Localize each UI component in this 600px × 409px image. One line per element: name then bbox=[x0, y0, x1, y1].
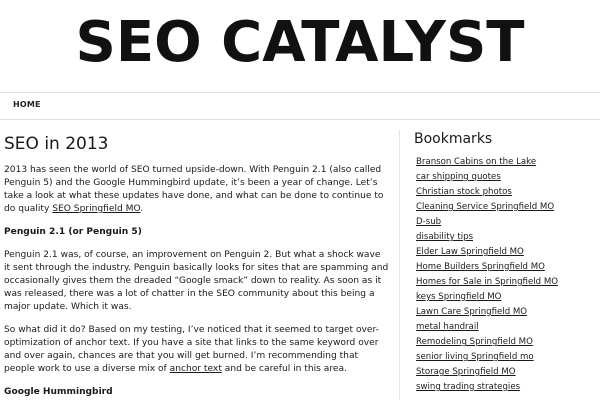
bookmark-link[interactable]: swing trading strategies bbox=[416, 382, 521, 392]
post-subheading: Google Hummingbird bbox=[4, 387, 113, 397]
bookmarks-list bbox=[414, 155, 598, 395]
bookmark-link[interactable]: Home Builders Springfield MO bbox=[416, 262, 545, 272]
list-item bbox=[416, 245, 598, 260]
main-content bbox=[4, 130, 389, 409]
list-item bbox=[416, 305, 598, 320]
post-paragraph: Penguin 2.1 was, of course, an improvement on Penguin 2. But what a shock wave it sent through the industry. Penguin basically looks for sites that are spamming and occasionally gives them the dreaded “Google smack” down to reality. As soon as it was released, there was a lot of chatter in the SEO community about this being a major update. Which it was. bbox=[4, 250, 389, 312]
sidebar bbox=[414, 128, 598, 395]
post-paragraph: So what did it do? Based on my testing, I’ve noticed that it seemed to target over-optimization of anchor text. If you have a site that links to the same keyword over and over again, chances are that you will get burned. I’m recommending that people work to use a diverse mix of anchor text and be careful in this area. bbox=[4, 325, 379, 374]
bookmark-link[interactable]: Storage Springfield MO bbox=[416, 367, 516, 377]
bookmark-link[interactable]: Remodeling Springfield MO bbox=[416, 337, 533, 347]
nav-item-home[interactable]: HOME bbox=[13, 100, 41, 109]
anchor-text-link[interactable]: anchor text bbox=[169, 364, 222, 374]
bookmark-link[interactable]: keys Springfield MO bbox=[416, 292, 502, 302]
site-header bbox=[0, 0, 600, 92]
bookmark-link[interactable]: Christian stock photos bbox=[416, 187, 512, 197]
column-divider bbox=[399, 130, 400, 400]
seo-springfield-link[interactable]: SEO Springfield MO bbox=[52, 204, 141, 214]
list-item bbox=[416, 185, 598, 200]
list-item bbox=[416, 170, 598, 185]
post-subheading: Penguin 2.1 (or Penguin 5) bbox=[4, 227, 142, 237]
list-item bbox=[416, 350, 598, 365]
bookmark-link[interactable]: disability tips bbox=[416, 232, 474, 242]
bookmarks-title: Bookmarks bbox=[414, 131, 493, 147]
list-item bbox=[416, 290, 598, 305]
list-item bbox=[416, 335, 598, 350]
bookmark-link[interactable]: Cleaning Service Springfield MO bbox=[416, 202, 555, 212]
list-item bbox=[416, 380, 598, 395]
list-item bbox=[416, 200, 598, 215]
list-item bbox=[416, 155, 598, 170]
list-item bbox=[416, 230, 598, 245]
post-paragraph: 2013 has seen the world of SEO turned upside-down. With Penguin 2.1 (also called Penguin 5) and the Google Hummingbird update, it’s been a year of change. Let’s take a look at what these updates have done, and what can be done to continue to do quality SEO Springfield MO. bbox=[4, 165, 384, 214]
bookmark-link[interactable]: senior living Springfield mo bbox=[416, 352, 534, 362]
bookmark-link[interactable]: Homes for Sale in Springfield MO bbox=[416, 277, 559, 287]
bookmark-link[interactable]: Lawn Care Springfield MO bbox=[416, 307, 528, 317]
list-item bbox=[416, 275, 598, 290]
list-item bbox=[416, 215, 598, 230]
main-navigation bbox=[0, 92, 600, 120]
post-body bbox=[4, 164, 389, 399]
bookmark-link[interactable]: Branson Cabins on the Lake bbox=[416, 157, 537, 167]
post-title: SEO in 2013 bbox=[4, 134, 109, 154]
site-title[interactable]: SEO CATALYST bbox=[75, 10, 525, 75]
list-item bbox=[416, 260, 598, 275]
bookmark-link[interactable]: car shipping quotes bbox=[416, 172, 501, 182]
bookmark-link[interactable]: D-sub bbox=[416, 217, 442, 227]
bookmark-link[interactable]: metal handrail bbox=[416, 322, 479, 332]
list-item bbox=[416, 320, 598, 335]
bookmark-link[interactable]: Elder Law Springfield MO bbox=[416, 247, 524, 257]
list-item bbox=[416, 365, 598, 380]
